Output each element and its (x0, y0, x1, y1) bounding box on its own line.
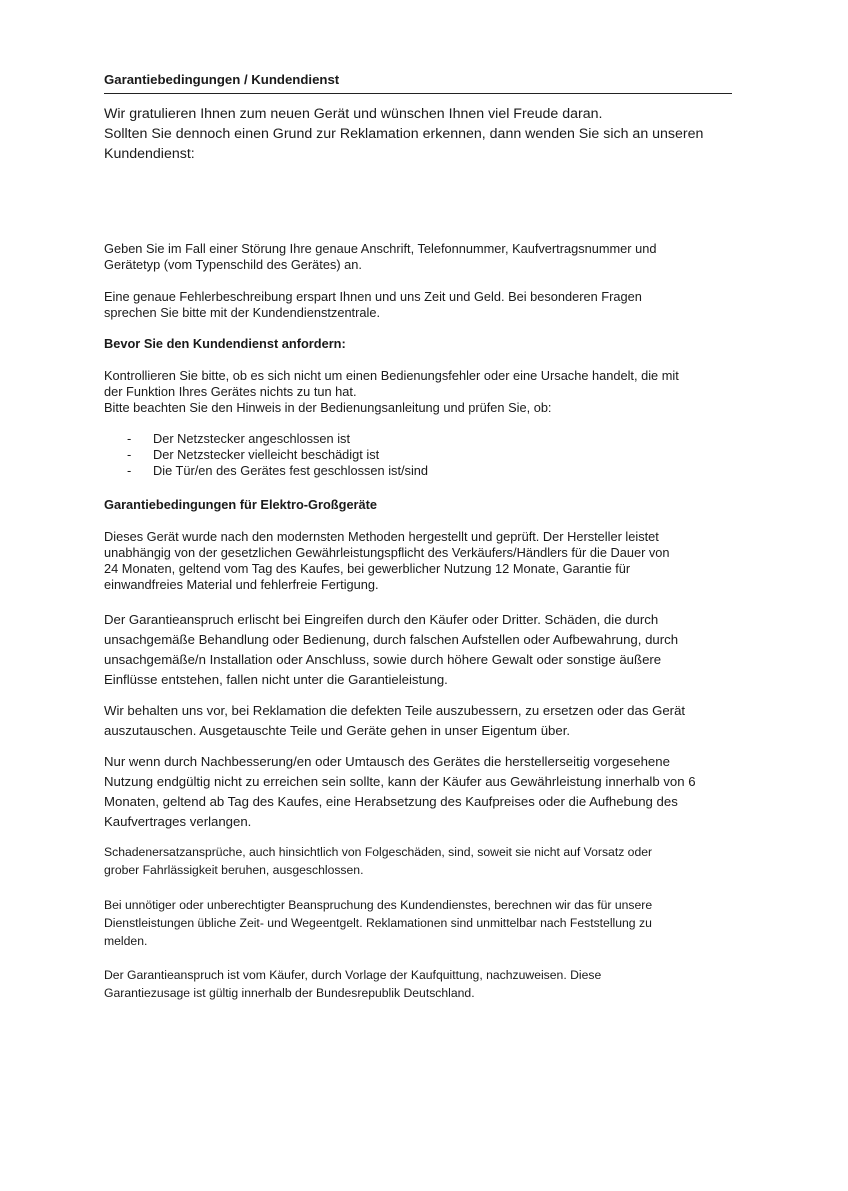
list-bullet: - (127, 431, 132, 446)
list-bullet: - (127, 463, 132, 478)
repair-line: Nur wenn durch Nachbesserung/en oder Umtausch des Gerätes die herstellerseitig vorgesehene (104, 754, 670, 769)
manufacturer-paragraph (104, 529, 670, 593)
unnecessary-service-line: Dienstleistungen übliche Zeit- und Wegeentgelt. Reklamationen sind unmittelbar nach Feststellung zu (104, 916, 652, 930)
warranty-heading: Garantiebedingungen für Elektro-Großgeräte (104, 497, 378, 512)
list-item: Der Netzstecker vielleicht beschädigt ist (153, 447, 380, 462)
list-bullet: - (127, 447, 132, 462)
disturbance-line: Gerätetyp (vom Typenschild des Gerätes) an. (104, 257, 362, 272)
unnecessary-service-line: Bei unnötiger oder unberechtigter Beanspruchung des Kundendienstes, berechnen wir das für unsere (104, 898, 653, 912)
manufacturer-line: Dieses Gerät wurde nach den modernsten Methoden hergestellt und geprüft. Der Hersteller leistet (104, 529, 659, 544)
damages-paragraph (104, 843, 652, 879)
error-description-line: Eine genaue Fehlerbeschreibung erspart Ihnen und uns Zeit und Geld. Bei besonderen Fragen (104, 289, 642, 304)
page-title: Garantiebedingungen / Kundendienst (104, 72, 340, 87)
repair-line: Kaufvertrages verlangen. (104, 814, 252, 829)
before-service-line: Kontrollieren Sie bitte, ob es sich nicht um einen Bedienungsfehler oder eine Ursache handelt, die mit (104, 368, 679, 383)
manufacturer-line: unabhängig von der gesetzlichen Gewährleistungspflicht des Verkäufers/Händlers für die Dauer von (104, 545, 670, 560)
expiry-line: Der Garantieanspruch erlischt bei Eingreifen durch den Käufer oder Dritter. Schäden, die durch (104, 612, 659, 627)
before-service-paragraph (104, 368, 679, 416)
intro-line: Wir gratulieren Ihnen zum neuen Gerät und wünschen Ihnen viel Freude daran. (104, 106, 603, 122)
intro-line: Kundendienst: (104, 146, 195, 162)
list-item: Die Tür/en des Gerätes fest geschlossen ist/sind (153, 463, 429, 478)
before-service-line: der Funktion Ihres Gerätes nichts zu tun hat. (104, 384, 357, 399)
intro-paragraph (104, 104, 703, 164)
repair-line: Monaten, geltend ab Tag des Kaufes, eine Herabsetzung des Kaufpreises oder die Aufhebung des (104, 794, 678, 809)
disturbance-line: Geben Sie im Fall einer Störung Ihre genaue Anschrift, Telefonnummer, Kaufvertragsnummer und (104, 241, 657, 256)
reservation-line: Wir behalten uns vor, bei Reklamation die defekten Teile auszubessern, zu ersetzen oder das Gerät (104, 703, 686, 718)
before-service-heading: Bevor Sie den Kundendienst anfordern: (104, 336, 346, 351)
manufacturer-line: einwandfreies Material und fehlerfreie Fertigung. (104, 577, 379, 592)
expiry-line: unsachgemäße Behandlung oder Bedienung, durch falschen Aufstellen oder Aufbewahrung, durch (104, 632, 679, 647)
error-description-paragraph (104, 289, 642, 321)
disturbance-paragraph (104, 241, 656, 273)
repair-line: Nutzung endgültig nicht zu erreichen sein sollte, kann der Käufer aus Gewährleistung innerhalb von 6 (104, 774, 696, 789)
proof-paragraph (104, 966, 601, 1002)
repair-paragraph (104, 752, 696, 832)
proof-line: Garantiezusage ist gültig innerhalb der Bundesrepublik Deutschland. (104, 986, 475, 1000)
manufacturer-line: 24 Monaten, geltend vom Tag des Kaufes, bei gewerblicher Nutzung 12 Monate, Garantie für (104, 561, 631, 576)
list-item: Der Netzstecker angeschlossen ist (153, 431, 351, 446)
expiry-paragraph (104, 610, 678, 690)
before-service-line: Bitte beachten Sie den Hinweis in der Bedienungsanleitung und prüfen Sie, ob: (104, 400, 552, 415)
expiry-line: unsachgemäße/n Installation oder Anschluss, sowie durch höhere Gewalt oder sonstige äußere (104, 652, 662, 667)
unnecessary-service-paragraph (104, 896, 652, 950)
intro-line: Sollten Sie dennoch einen Grund zur Reklamation erkennen, dann wenden Sie sich an unseren (104, 126, 704, 142)
error-description-line: sprechen Sie bitte mit der Kundendienstzentrale. (104, 305, 381, 320)
title-underline (104, 93, 732, 94)
damages-line: Schadenersatzansprüche, auch hinsichtlich von Folgeschäden, sind, soweit sie nicht auf Vorsatz oder (104, 845, 653, 859)
expiry-line: Einflüsse entstehen, fallen nicht unter die Garantieleistung. (104, 672, 448, 687)
reservation-paragraph (104, 701, 685, 741)
reservation-line: auszutauschen. Ausgetauschte Teile und Geräte gehen in unser Eigentum über. (104, 723, 571, 738)
damages-line: grober Fahrlässigkeit beruhen, ausgeschlossen. (104, 863, 364, 877)
proof-line: Der Garantieanspruch ist vom Käufer, durch Vorlage der Kaufquittung, nachzuweisen. Diese (104, 968, 602, 982)
unnecessary-service-line: melden. (104, 934, 148, 948)
